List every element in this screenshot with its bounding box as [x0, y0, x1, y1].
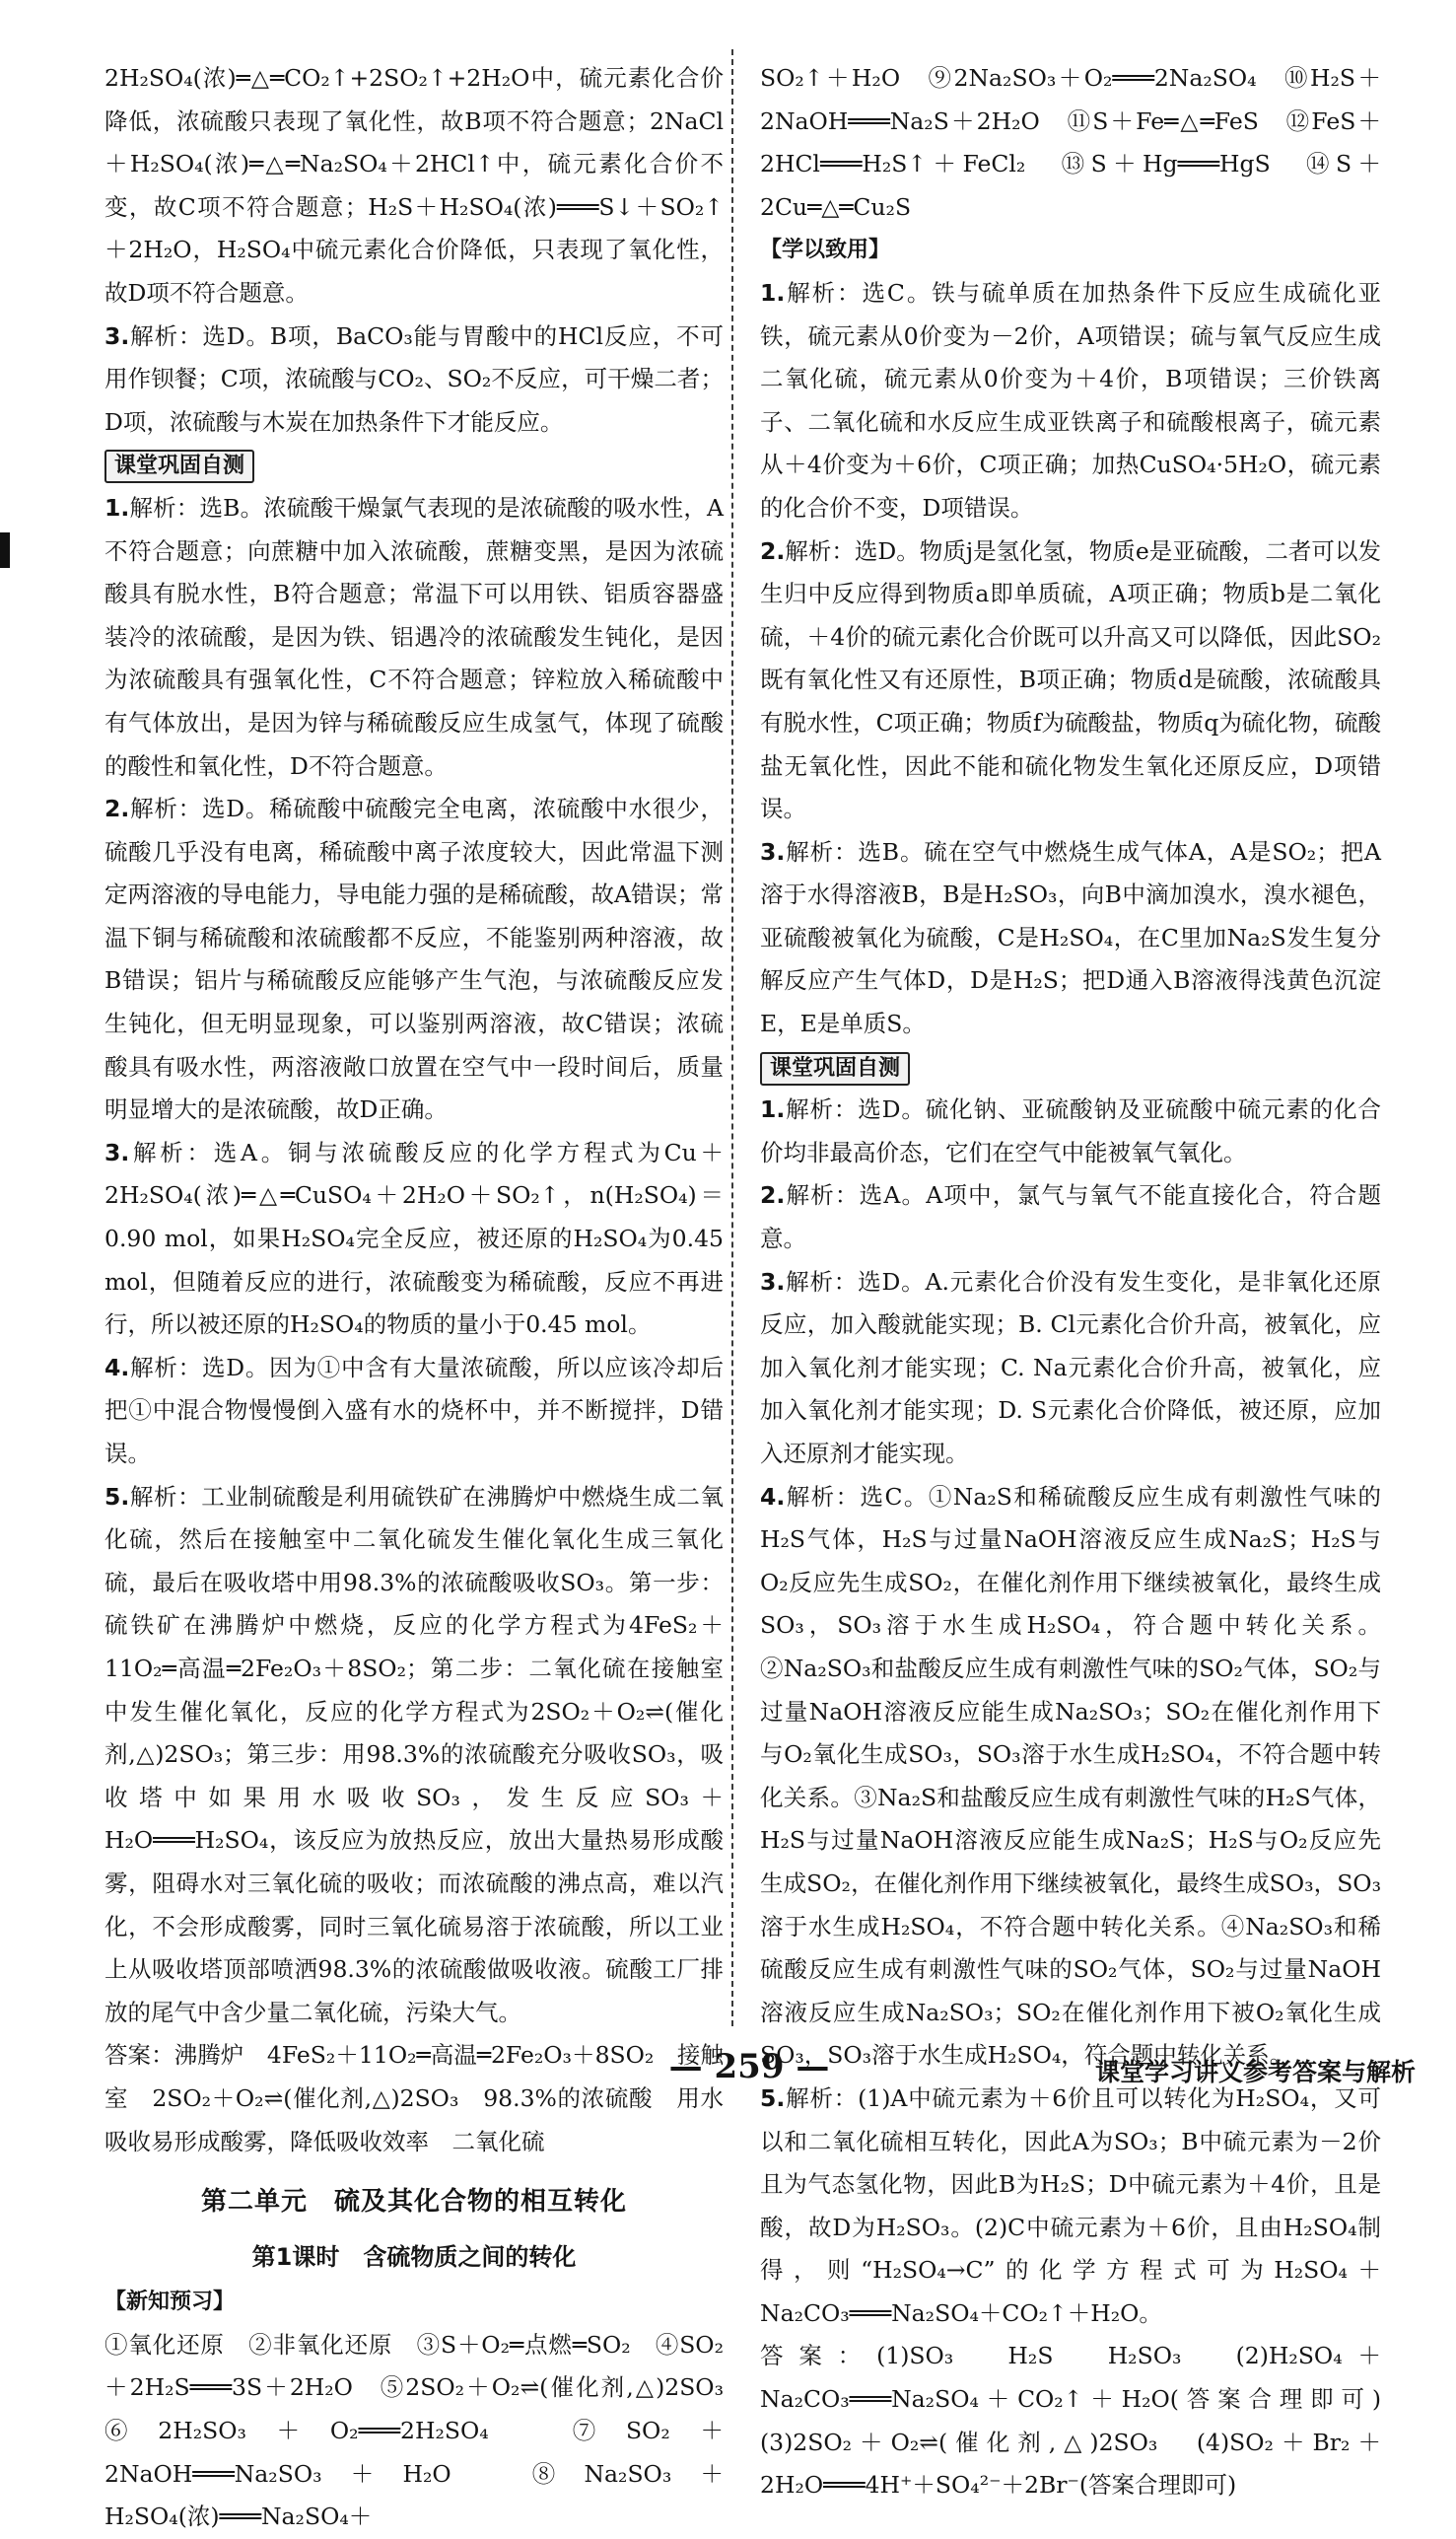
list-item [104, 1476, 724, 2035]
list-item [760, 272, 1381, 530]
list-item [104, 487, 724, 788]
item-text: 解析：(1)A中硫元素为＋6价且可以转化为H₂SO₄，又可以和二氧化硫相互转化，因此A为SO₃；B中硫元素为－2价且为气态氢化物，因此B为H₂S；D中硫元素为＋4价，且是酸，故D为H₂SO₃。(2)C中硫元素为＋6价，且由H₂SO₄制得，则“H₂SO₄→C”的化学方程式可为H₂SO₄＋Na₂CO₃═══Na₂SO₄＋CO₂↑＋H₂O。 [760, 2083, 1381, 2327]
footer-title: 课堂学习讲义参考答案与解析 [1094, 2058, 1416, 2086]
page-edge-marker [0, 532, 10, 568]
list-item [760, 1476, 1381, 2078]
left-quiz-list [104, 487, 724, 2034]
item-number: 2. [104, 795, 130, 823]
item-text: 解析：选A。铜与浓硫酸反应的化学方程式为Cu＋2H₂SO₄(浓)═△═CuSO₄＋2H₂O＋SO₂↑，n(H₂SO₄)＝0.90 mol，如果H₂SO₄完全反应，被还原的H₂SO₄为0.45 mol，但随着反应的进行，浓硫酸变为稀硫酸，反应不再进行，所以被还原的H₂SO₄的物质的量小于0.45 mol。 [104, 1138, 724, 1339]
item-text: 解析：选A。A项中，氯气与氧气不能直接化合，符合题意。 [760, 1181, 1381, 1253]
item-text: 解析：选D。B项，BaCO₃能与胃酸中的HCl反应，不可用作钡餐；C项，浓硫酸与CO₂、SO₂不反应，可干燥二者；D项，浓硫酸与木炭在加热条件下才能反应。 [104, 321, 724, 436]
item-number: 4. [104, 1353, 130, 1381]
left-continuation-text: 2H₂SO₄(浓)═△═CO₂↑+2SO₂↑+2H₂O中，硫元素化合价降低，浓硫酸只表现了氧化性，故B项不符合题意；2NaCl＋H₂SO₄(浓)═△═Na₂SO₄＋2HCl↑中，硫元素化合价不变，故C项不符合题意；H₂S＋H₂SO₄(浓)═══S↓＋SO₂↑＋2H₂O，H₂SO₄中硫元素化合价降低，只表现了氧化性，故D项不符合题意。 [104, 64, 724, 307]
preview-header: 【新知预习】 [104, 2290, 236, 2315]
list-item [104, 788, 724, 1132]
item-text: 解析：选D。稀硫酸中硫酸完全电离，浓硫酸中水很少，硫酸几乎没有电离，稀硫酸中离子浓度较大，因此常温下测定两溶液的导电能力，导电能力强的是稀硫酸，故A错误；常温下铜与稀硫酸和浓硫酸都不反应，不能鉴别两种溶液，故B错误；铝片与稀硫酸反应能够产生气泡，与浓硫酸反应发生钝化，但无明显现象，可以鉴别两溶液，故C错误；浓硫酸具有吸水性，两溶液敞口放置在空气中一段时间后，质量明显增大的是浓硫酸，故D正确。 [104, 795, 724, 1124]
left-answer-5: 答案：沸腾炉 4FeS₂＋11O₂═高温═2Fe₂O₃＋8SO₂ 接触室 2SO₂＋O₂⇌(催化剂,△)2SO₃ 98.3%的浓硫酸 用水吸收易形成酸雾，降低吸收效率 二氧化硫 [104, 2041, 724, 2155]
item-text: 解析：选D。因为①中含有大量浓硫酸，所以应该冷却后把①中混合物慢慢倒入盛有水的烧杯中，并不断搅拌，D错误。 [104, 1353, 724, 1467]
page-number: — 259 — [668, 2047, 830, 2086]
list-item [760, 1174, 1381, 1260]
item-number: 2. [760, 1181, 786, 1210]
item-text: 解析：选B。浓硫酸干燥氯气表现的是浓硫酸的吸水性，A不符合题意；向蔗糖中加入浓硫酸，蔗糖变黑，是因为浓硫酸具有脱水性，B符合题意；常温下可以用铁、铝质容器盛装冷的浓硫酸，是因为铁、铝遇冷的浓硫酸发生钝化，是因为浓硫酸具有强氧化性，C不符合题意；锌粒放入稀硫酸中有气体放出，是因为锌与稀硫酸反应生成氢气，体现了硫酸的酸性和氧化性，D不符合题意。 [104, 493, 724, 780]
right-quiz-list [760, 1089, 1381, 2335]
column-divider [731, 49, 733, 2026]
apply-list [760, 272, 1381, 1046]
preview-text: ①氧化还原 ②非氧化还原 ③S＋O₂═点燃═SO₂ ④SO₂＋2H₂S═══3S＋2H₂O ⑤2SO₂＋O₂⇌(催化剂,△)2SO₃ ⑥2H₂SO₃＋O₂═══2H₂SO₄ ⑦SO₂＋2NaOH═══Na₂SO₃＋H₂O ⑧Na₂SO₃＋H₂SO₄(浓)═══Na₂SO₄＋ [104, 2330, 747, 2531]
item-number: 1. [760, 1095, 786, 1124]
item-number: 4. [760, 1482, 786, 1511]
item-text: 解析：选C。铁与硫单质在加热条件下反应生成硫化亚铁，硫元素从0价变为－2价，A项错误；硫与氧气反应生成二氧化硫，硫元素从0价变为＋4价，B项错误；三价铁离子、二氧化硫和水反应生成亚铁离子和硫酸根离子，硫元素从＋4价变为＋6价，C项正确；加热CuSO₄·5H₂O，硫元素的化合价不变，D项错误。 [760, 278, 1381, 522]
list-item [104, 1132, 724, 1347]
item-number: 3. [760, 837, 786, 866]
item-number: 1. [104, 493, 130, 522]
item-number: 5. [760, 2083, 786, 2112]
section-header-right: 课堂巩固自测 [760, 1052, 910, 1086]
right-column [760, 57, 1405, 2507]
item-text: 解析：工业制硫酸是利用硫铁矿在沸腾炉中燃烧生成二氧化硫，然后在接触室中二氧化硫发生催化氧化生成三氧化硫，最后在吸收塔中用98.3%的浓硫酸吸收SO₃。第一步：硫铁矿在沸腾炉中燃烧，反应的化学方程式为4FeS₂＋11O₂═高温═2Fe₂O₃＋8SO₂；第二步：二氧化硫在接触室中发生催化氧化，反应的化学方程式为2SO₂＋O₂⇌(催化剂,△)2SO₃；第三步：用98.3%的浓硫酸充分吸收SO₃，吸收塔中如果用水吸收SO₃，发生反应SO₃＋H₂O═══H₂SO₄，该反应为放热反应，放出大量热易形成酸雾，阻碍水对三氧化硫的吸收；而浓硫酸的沸点高，难以汽化，不会形成酸雾，同时三氧化硫易溶于浓硫酸，所以工业上从吸收塔顶部喷洒98.3%的浓硫酸做吸收液。硫酸工厂排放的尾气中含少量二氧化硫，污染大气。 [104, 1482, 724, 2026]
item-text: 解析：选D。物质j是氢化氢，物质e是亚硫酸，二者可以发生归中反应得到物质a即单质硫，A项正确；物质b是二氧化硫，＋4价的硫元素化合价既可以升高又可以降低，因此SO₂既有氧化性又有还原性，B项正确；物质d是硫酸，浓硫酸具有脱水性，C项正确；物质f为硫酸盐，物质q为硫化物，硫酸盐无氧化性，因此不能和硫化物发生氧化还原反应，D项错误。 [760, 536, 1381, 823]
item-text: 解析：选D。硫化钠、亚硫酸钠及亚硫酸中硫元素的化合价均非最高价态，它们在空气中能被氧气氧化。 [760, 1095, 1381, 1166]
list-item [760, 831, 1381, 1046]
left-column [104, 57, 747, 2539]
unit-title: 第二单元 硫及其化合物的相互转化 [200, 2187, 627, 2218]
list-item [760, 1261, 1381, 1476]
item-text: 解析：选C。①Na₂S和稀硫酸反应生成有刺激性气味的H₂S气体，H₂S与过量NaOH溶液反应生成Na₂S；H₂S与O₂反应先生成SO₂，在催化剂作用下继续被氧化，最终生成SO₃，SO₃溶于水生成H₂SO₄，符合题中转化关系。②Na₂SO₃和盐酸反应生成有刺激性气味的SO₂气体，SO₂与过量NaOH溶液反应能生成Na₂SO₃；SO₂在催化剂作用下与O₂氧化生成SO₃，SO₃溶于水生成H₂SO₄，不符合题中转化关系。③Na₂S和盐酸反应生成有刺激性气味的H₂S气体，H₂S与过量NaOH溶液反应能生成Na₂S；H₂S与O₂反应先生成SO₂，在催化剂作用下继续被氧化，最终生成SO₃，SO₃溶于水生成H₂SO₄，不符合题中转化关系。④Na₂SO₃和稀硫酸反应生成有刺激性气味的SO₂气体，SO₂与过量NaOH溶液反应生成Na₂SO₃；SO₂在催化剂作用下被O₂氧化生成SO₃，SO₃溶于水生成H₂SO₄，符合题中转化关系。 [760, 1482, 1381, 2070]
apply-header: 【学以致用】 [760, 238, 891, 263]
item-number: 3. [104, 321, 130, 350]
item-number: 2. [760, 536, 786, 565]
section-header-left: 课堂巩固自测 [104, 450, 254, 483]
item-number: 3. [760, 1267, 786, 1296]
item-number: 1. [760, 278, 786, 307]
right-answer-5: 答案：(1)SO₃ H₂S H₂SO₃ (2)H₂SO₄＋Na₂CO₃═══Na₂SO₄＋CO₂↑＋H₂O(答案合理即可) (3)2SO₂＋O₂⇌(催化剂,△)2SO₃ (4)SO₂＋Br₂＋2H₂O═══4H⁺＋SO₄²⁻＋2Br⁻(答案合理即可) [760, 2342, 1405, 2500]
item-number: 5. [104, 1482, 130, 1511]
item-number: 3. [104, 1138, 130, 1166]
list-item [760, 1089, 1381, 1174]
preview-continued-text: SO₂↑＋H₂O ⑨2Na₂SO₃＋O₂═══2Na₂SO₄ ⑩H₂S＋2NaOH═══Na₂S＋2H₂O ⑪S＋Fe═△═FeS ⑫FeS＋2HCl═══H₂S↑＋FeCl₂ ⑬S＋Hg═══HgS ⑭S＋2Cu═△═Cu₂S [760, 64, 1381, 221]
item-text: 解析：选D。A.元素化合价没有发生变化，是非氧化还原反应，加入酸就能实现；B. Cl元素化合价升高，被氧化，应加入氧化剂才能实现；C. Na元素化合价升高，被氧化，应加入氧化剂才能实现；D. S元素化合价降低，被还原，应加入还原剂才能实现。 [760, 1267, 1381, 1467]
lesson-title: 第1课时 含硫物质之间的转化 [251, 2242, 577, 2271]
left-item-3 [104, 316, 724, 445]
list-item [760, 530, 1381, 831]
list-item [760, 2078, 1381, 2336]
item-text: 解析：选B。硫在空气中燃烧生成气体A，A是SO₂；把A溶于水得溶液B，B是H₂SO₃，向B中滴加溴水，溴水褪色，亚硫酸被氧化为硫酸，C是H₂SO₄，在C里加Na₂S发生复分解反应产生气体D，D是H₂S；把D通入B溶液得浅黄色沉淀E，E是单质S。 [760, 837, 1381, 1038]
list-item [104, 1347, 724, 1476]
